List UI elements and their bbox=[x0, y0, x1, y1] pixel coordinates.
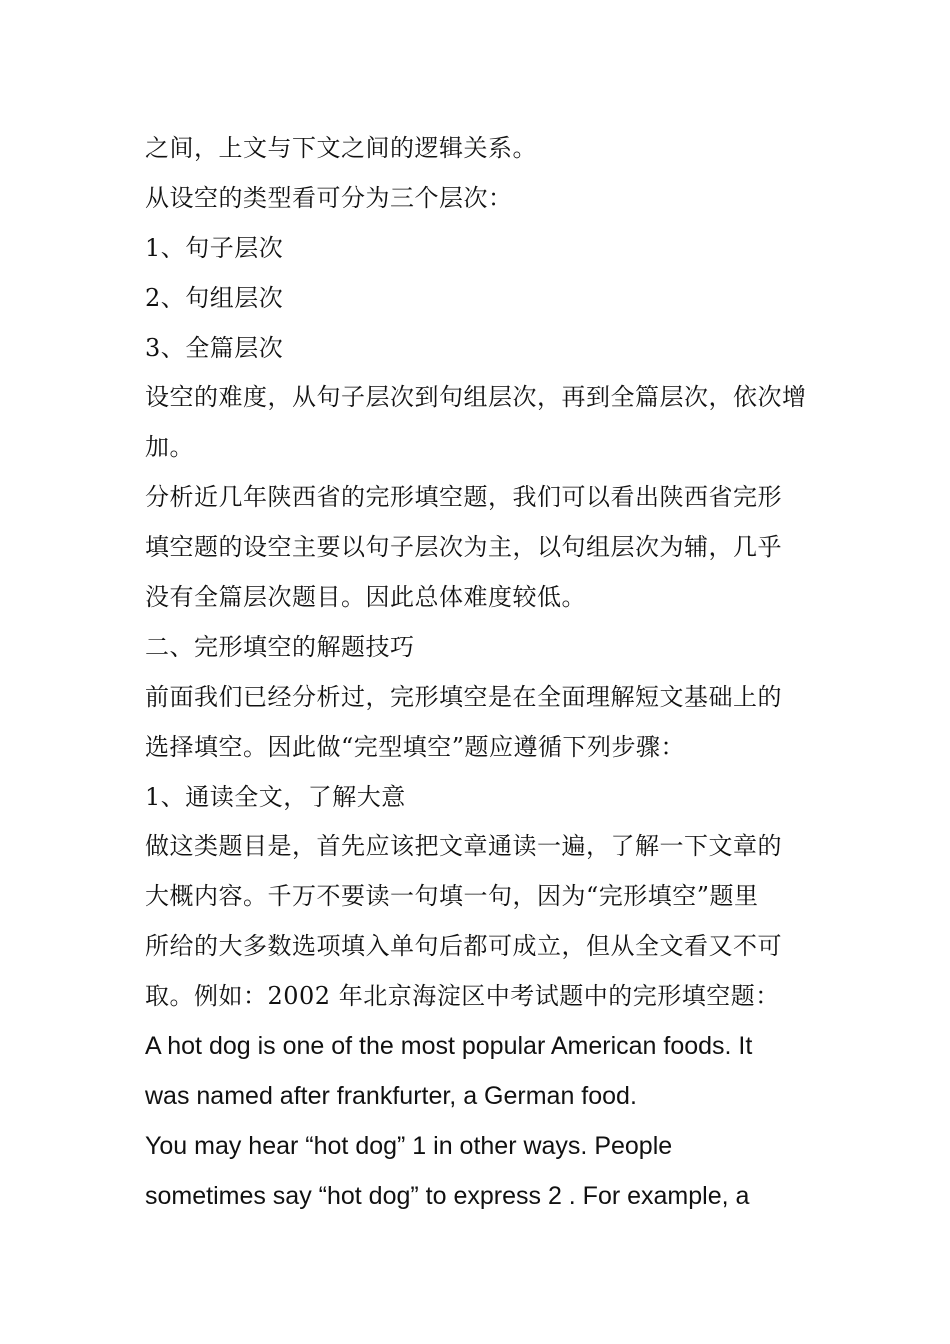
text-line: 加。 bbox=[145, 433, 194, 462]
text-line: 所给的大多数选项填入单句后都可成立，但从全文看又不可 bbox=[145, 932, 782, 961]
english-passage-line: You may hear “hot dog” 1 in other ways. People bbox=[145, 1131, 673, 1160]
text-line: 分析近几年陕西省的完形填空题，我们可以看出陕西省完形 bbox=[145, 483, 782, 512]
text-line: 填空题的设空主要以句子层次为主，以句组层次为辅，几乎 bbox=[145, 533, 782, 562]
list-item: 1、句子层次 bbox=[145, 233, 284, 262]
text-line: 没有全篇层次题目。因此总体难度较低。 bbox=[145, 583, 586, 612]
list-item: 2、句组层次 bbox=[145, 283, 284, 312]
text-line: 做这类题目是，首先应该把文章通读一遍，了解一下文章的 bbox=[145, 832, 782, 861]
text-line: 前面我们已经分析过，完形填空是在全面理解短文基础上的 bbox=[145, 682, 782, 711]
text-line: 大概内容。千万不要读一句填一句，因为“完形填空”题里 bbox=[145, 882, 759, 911]
english-passage-line: sometimes say “hot dog” to express 2 . For example, a bbox=[145, 1181, 750, 1210]
text-line: 设空的难度，从句子层次到句组层次，再到全篇层次，依次增 bbox=[145, 383, 807, 412]
english-passage-line: A hot dog is one of the most popular American foods. It bbox=[145, 1032, 753, 1061]
text-line: 取。例如：2002 年北京海淀区中考试题中的完形填空题： bbox=[145, 982, 780, 1011]
document-body bbox=[145, 124, 815, 1222]
text-line: 选择填空。因此做“完型填空”题应遵循下列步骤： bbox=[145, 732, 686, 761]
section-heading: 二、完形填空的解题技巧 bbox=[145, 632, 415, 661]
text-line: 从设空的类型看可分为三个层次： bbox=[145, 183, 513, 212]
step-heading: 1、通读全文，了解大意 bbox=[145, 782, 406, 811]
english-passage-line: was named after frankfurter, a German food. bbox=[145, 1081, 637, 1110]
list-item: 3、全篇层次 bbox=[145, 333, 284, 362]
text-line: 之间，上文与下文之间的逻辑关系。 bbox=[145, 134, 537, 162]
